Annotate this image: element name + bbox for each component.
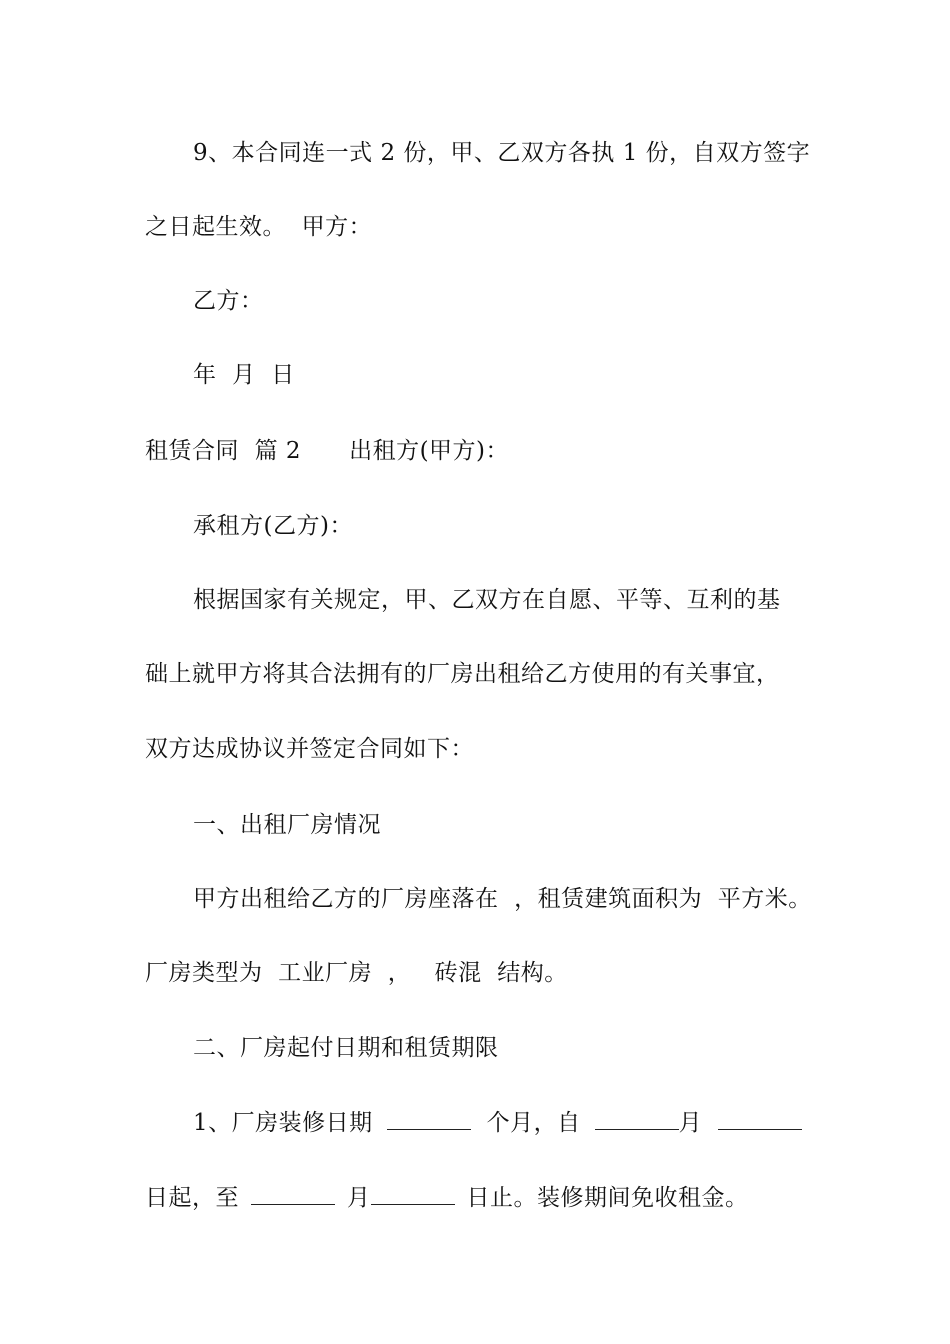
section-title-line [145, 435, 509, 467]
section-2-heading: 二、厂房起付日期和租赁期限 [193, 1035, 499, 1061]
clause-9-line-1: 9、本合同连一式 2 份，甲、乙双方各执 1 份，自双方签字 [193, 140, 811, 166]
start-month-blank [595, 1107, 679, 1130]
clause-1-line-1 [193, 1107, 802, 1139]
until-label: 日起，至 [145, 1185, 239, 1211]
lessor-label: 出租方(甲方)： [349, 438, 510, 464]
months-from-label: 个月，自 [486, 1110, 581, 1136]
end-month-label: 月 [347, 1185, 371, 1211]
end-day-blank [371, 1182, 455, 1205]
preamble-line-1: 根据国家有关规定，甲、乙双方在自愿、平等、互利的基 [193, 587, 781, 613]
preamble-line-2: 础上就甲方将其合法拥有的厂房出租给乙方使用的有关事宜， [145, 661, 780, 687]
contract-heading: 租赁合同 篇 2 [145, 438, 302, 464]
section-1-line-1: 甲方出租给乙方的厂房座落在 ，租赁建筑面积为 平方米。 [193, 886, 812, 912]
renovation-months-blank [387, 1107, 471, 1130]
clause-1-line-2 [145, 1182, 749, 1214]
start-day-blank [718, 1107, 802, 1130]
party-b-label: 乙方： [193, 288, 264, 314]
preamble-line-3: 双方达成协议并签定合同如下： [145, 736, 474, 762]
section-1-line-2: 厂房类型为 工业厂房 ， 砖混 结构。 [145, 960, 568, 986]
section-1-heading: 一、出租厂房情况 [193, 812, 381, 838]
lessee-label: 承租方(乙方)： [193, 513, 353, 539]
renovation-label: 1、厂房装修日期 [193, 1110, 373, 1136]
end-month-blank [251, 1182, 335, 1205]
date-label: 年 月 日 [193, 362, 295, 388]
clause-9-line-2: 之日起生效。 甲方： [145, 214, 373, 240]
rent-free-note: 日止。装修期间免收租金。 [466, 1185, 749, 1211]
start-month-label: 月 [678, 1110, 703, 1136]
